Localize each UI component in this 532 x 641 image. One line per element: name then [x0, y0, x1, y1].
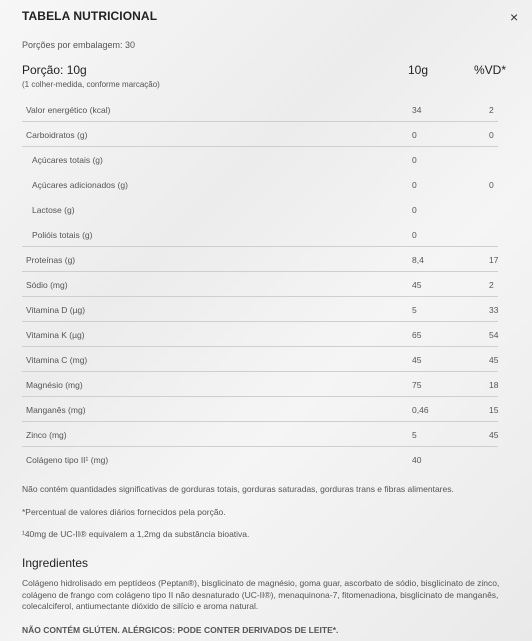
nutrient-name: Açúcares adicionados (g)	[32, 180, 128, 190]
allergy-warning: NÃO CONTÉM GLÚTEN. ALÉRGICOS: PODE CONTER DERIVADOS DE LEITE*.	[22, 625, 339, 635]
nutrient-amount: 34	[412, 105, 422, 115]
table-row	[22, 147, 498, 172]
table-row	[22, 97, 498, 122]
table-row	[22, 322, 498, 347]
nutrient-vd: 17	[489, 255, 499, 265]
nutrient-amount: 5	[412, 305, 417, 315]
nutrient-amount: 0,46	[412, 405, 429, 415]
nutrient-vd: 18	[489, 380, 499, 390]
nutrient-name: Vitamina K (µg)	[26, 330, 85, 340]
nutrient-amount: 0	[412, 180, 417, 190]
ingredients-title: Ingredientes	[22, 556, 89, 570]
table-row	[22, 247, 498, 272]
table-row	[22, 447, 498, 472]
nutrient-vd: 54	[489, 330, 499, 340]
nutrient-vd: 15	[489, 405, 499, 415]
nutrient-amount: 8,4	[412, 255, 424, 265]
nutrient-name: Sódio (mg)	[26, 280, 68, 290]
nutrient-vd: 45	[489, 355, 499, 365]
nutrient-amount: 0	[412, 155, 417, 165]
close-icon[interactable]: ×	[510, 9, 519, 25]
nutrient-name: Vitamina D (µg)	[26, 305, 86, 315]
table-row	[22, 197, 498, 222]
table-header	[22, 63, 507, 93]
nutrient-name: Zinco (mg)	[26, 430, 67, 440]
nutrient-name: Valor energético (kcal)	[26, 105, 111, 115]
table-row	[22, 172, 498, 197]
note-daily-values: *Percentual de valores diários fornecidos pela porção.	[22, 507, 226, 517]
nutrient-amount: 5	[412, 430, 417, 440]
page-title: TABELA NUTRICIONAL	[22, 9, 158, 23]
table-row	[22, 422, 498, 447]
nutrient-vd: 0	[489, 130, 494, 140]
note-uc-ii: ¹40mg de UC-II® equivalem a 1,2mg da substância bioativa.	[22, 529, 250, 539]
table-row	[22, 347, 498, 372]
nutrient-amount: 0	[412, 230, 417, 240]
nutrient-vd: 2	[489, 105, 494, 115]
table-row	[22, 122, 498, 147]
table-row	[22, 272, 498, 297]
nutrient-name: Vitamina C (mg)	[26, 355, 88, 365]
nutrient-name: Polióis totais (g)	[32, 230, 93, 240]
nutrient-amount: 45	[412, 355, 422, 365]
nutrient-vd: 0	[489, 180, 494, 190]
table-row	[22, 222, 498, 247]
nutrient-vd: 33	[489, 305, 499, 315]
nutrient-vd: 45	[489, 430, 499, 440]
nutrient-name: Magnésio (mg)	[26, 380, 83, 390]
nutrient-name: Carboidratos (g)	[26, 130, 88, 140]
column-header-vd: %VD*	[474, 63, 507, 77]
ingredients-text: Colágeno hidrolisado em peptídeos (Peptan®), bisglicinato de magnésio, goma guar, ascorbato de sódio, bisglicinato de zinco, colágeno de frango com colágeno tipo II não desnaturado (UC-II®), menaquinona-7, fitomenadiona, bisglicinato de manganês, colecalciferol, antiumectante dióxido de silício e aroma natural.	[22, 578, 500, 611]
nutrient-name: Proteínas (g)	[26, 255, 76, 265]
nutrient-amount: 75	[412, 380, 422, 390]
nutrient-name: Lactose (g)	[32, 205, 75, 215]
nutrient-amount: 65	[412, 330, 422, 340]
nutrient-name: Açúcares totais (g)	[32, 155, 103, 165]
nutrient-name: Colágeno tipo II¹ (mg)	[26, 455, 109, 465]
nutrition-table	[22, 97, 498, 472]
servings-per-package: Porções por embalagem: 30	[22, 40, 136, 50]
portion-label: Porção: 10g	[22, 63, 87, 77]
nutrient-name: Manganês (mg)	[26, 405, 86, 415]
nutrient-vd: 2	[489, 280, 494, 290]
table-row	[22, 397, 498, 422]
nutrient-amount: 40	[412, 455, 422, 465]
column-header-amount: 10g	[408, 63, 429, 77]
table-row	[22, 372, 498, 397]
portion-description: (1 colher-medida, conforme marcação)	[22, 80, 160, 89]
note-not-significant: Não contém quantidades significativas de gorduras totais, gorduras saturadas, gorduras trans e fibras alimentares.	[22, 484, 454, 494]
nutrient-amount: 0	[412, 130, 417, 140]
nutrient-amount: 0	[412, 205, 417, 215]
table-row	[22, 297, 498, 322]
nutrient-amount: 45	[412, 280, 422, 290]
